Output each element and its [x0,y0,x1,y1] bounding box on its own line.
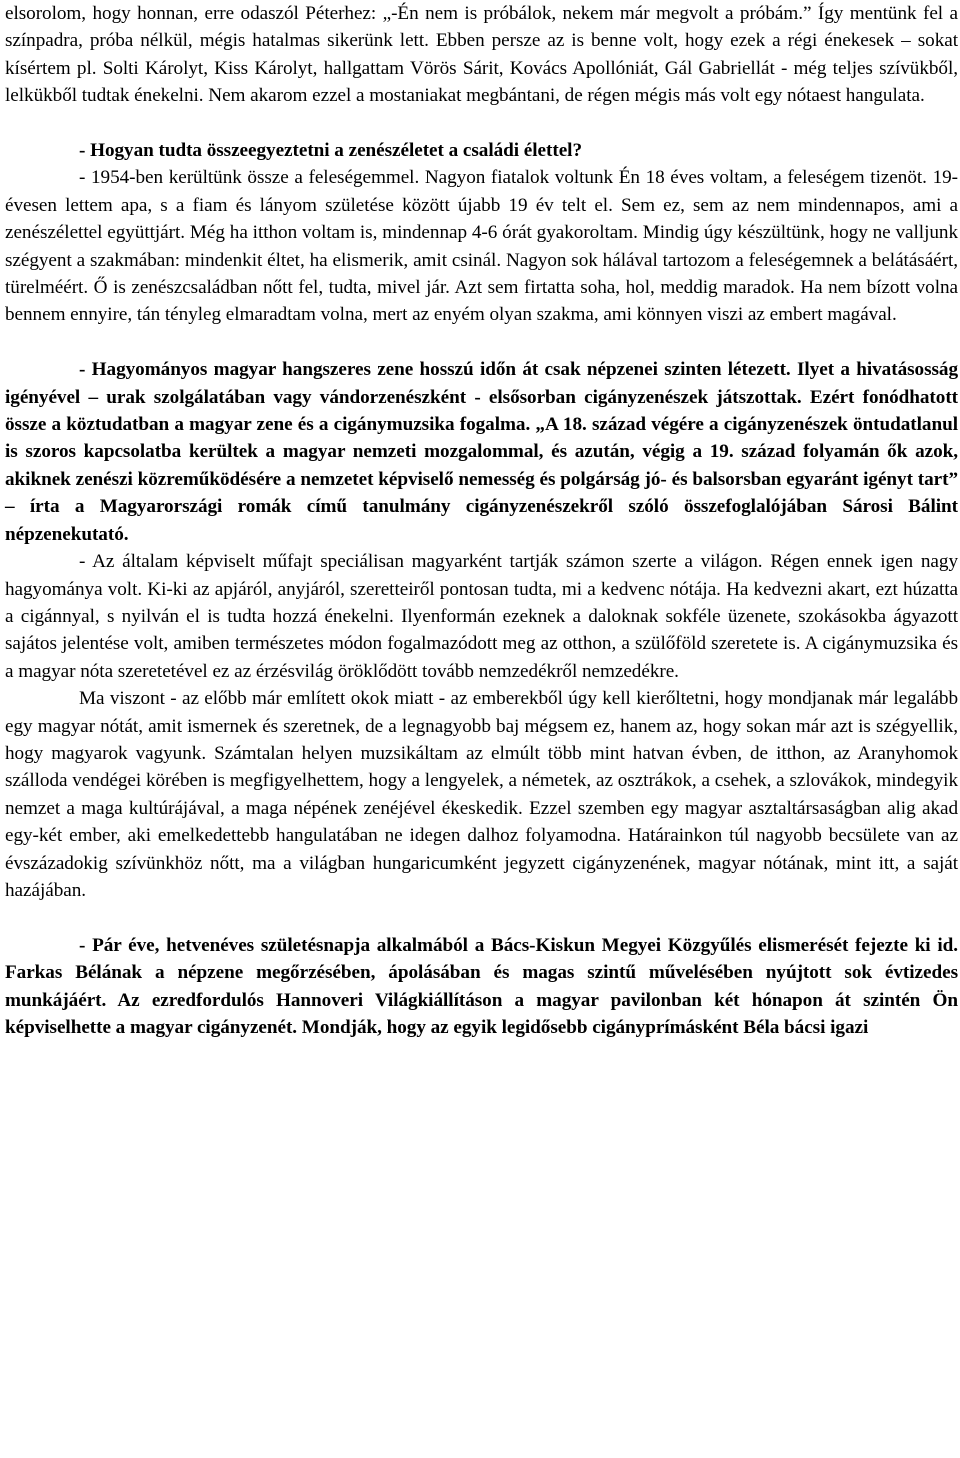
answer-tradition: - Az általam képviselt műfajt speciálisan magyarként tartják számon szerte a világon. Régen ennek igen nagy hagyománya volt. Ki-ki az apjáról, anyjáról, szeretteiről pontosan tudta, mi a kedvenc nótája. Ha kedvezni akart, ezt húzatta a cigánnyal, s nyilván el is tudta hozzá énekelni. Ilyenformán ezeknek a daloknak sokféle üzenete, szokásokba ágyazott sajátos jelentése volt, amiben természetes módon fogalmazódott meg az otthon, a szülőföld szeretete is. A cigánymuzsika és a magyar nóta szeretetével ez az érzésvilág öröklődött tovább nemzedékről nemzedékre. [5,551,958,682]
document-page [5,0,958,1041]
question-recognition: - Pár éve, hetvenéves születésnapja alkalmából a Bács-Kiskun Megyei Közgyűlés elismerését fejezte ki id. Farkas Bélának a népzene megőrzésében, ápolásában és magas szintű művelésében nyújtott sok évtizedes munkájáért. Az ezredfordulós Hannoveri Világkiállításon a magyar pavilonban két hónapon át szintén Ön képviselhette a magyar cigányzenét. Mondják, hogy az egyik legidősebb cigányprímásként Béla bácsi igazi [5,934,958,1038]
question-tradition: - Hagyományos magyar hangszeres zene hosszú időn át csak népzenei szinten létezett. Ilyet a hivatásosság igényével – urak szolgálatában vagy vándorzenészként - elsősorban cigányzenészek játszottak. Ezért fonódhatott össze a köztudatban a magyar zene és a cigánymuzsika fogalma. „A 18. század végére a cigányzenészek öntudatlanul is szoros kapcsolatba kerültek a magyar nemzeti mozgalommal, és azután, végig a 19. század folyamán ők azok, akiknek zenészi közreműködésére a nemzetet képviselő nemesség és polgárság jó- és balsorsban egyaránt igényt tart” – írta a Magyarországi romák című tanulmány cigányzenészekről szóló összefoglalójában Sárosi Bálint népzenekutató. [5,359,958,545]
question-family-life: - Hogyan tudta összeegyeztetni a zenészéletet a családi élettel? [79,140,582,162]
paragraph-gap [5,904,958,931]
paragraph-gap [5,110,958,137]
paragraph-performance-story: elsorolom, hogy honnan, erre odaszól Péterhez: „-Én nem is próbálok, nekem már megvolt a próbám.” Így mentünk fel a színpadra, próba nélkül, mégis hatalmas sikerünk lett. Ebben persze az is benne volt, hogy ezek a régi énekesek – sokat kísértem pl. Solti Károlyt, Kiss Károlyt, hallgattam Vörös Sárit, Kovács Apollóniát, Gál Gabriellát - még teljes szívükből, lelkükből tudtak énekelni. Nem akarom ezzel a mostaniakat megbántani, de régen mégis más volt egy nótaest hangulata. [5,3,958,107]
paragraph-gap [5,329,958,356]
paragraph-today: Ma viszont - az előbb már említett okok miatt - az emberekből úgy kell kierőltetni, hogy mondjanak már legalább egy magyar nótát, amit ismernek és szeretnek, de a legnagyobb baj mégsem ez, hanem az, hogy sokan már azt is szégyellik, hogy magyarok vagyunk. Számtalan helyen muzsikáltam az elmúlt több mint hatvan évben, de itthon, az Aranyhomok szálloda vendégei körében is megfigyelhettem, hogy a lengyelek, a németek, az osztrákok, a csehek, a szlovákok, mindegyik nemzet a maga kultúrájával, a maga népének zenéjével ékeskedik. Ezzel szemben egy magyar asztaltársaságban alig akad egy-két ember, aki emelkedettebb hangulatában ne idegen dalhoz folyamodna. Határainkon túl nagyobb becsülete van az évszázadokig szívünkhöz nőtt, ma a világban hungaricumként jegyzett cigányzenének, magyar nótának, mint itt, a saját hazájában. [5,688,958,901]
answer-family-life: - 1954-ben kerültünk össze a feleségemmel. Nagyon fiatalok voltunk Én 18 éves voltam, a feleségem tizenöt. 19-évesen lettem apa, s a fiam és lányom születése között újabb 19 év telt el. Sem ez, sem az nem mindennapos, ami a zenészélettel együttjárt. Még ha itthon voltam is, mindennap 4-6 órát gyakoroltam. Mindig úgy készültünk, hogy ne valljunk szégyent a szakmában: mindenkit éltet, ha elismerik, amit csinál. Nagyon sok hálával tartozom a feleségemnek a belátásáért, türelméért. Ő is zenészcsaládban nőtt fel, tudta, mivel jár. Azt sem firtatta soha, hol, meddig maradok. Ha nem bízott volna bennem ennyire, tán tényleg elmaradtam volna, mert az enyém olyan szakma, ami könnyen viszi az embert magával. [5,167,958,326]
